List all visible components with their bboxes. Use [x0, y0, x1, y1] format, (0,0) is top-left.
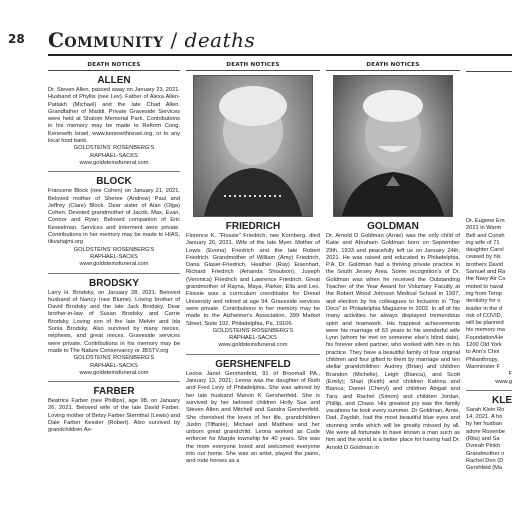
notice-body-friedrich: Florence K. "Flossie" Friedrich, nee Kornberg, died January 26, 2021. Wife of the late Myer. Mother of Lewis (Evona) Friedrich and the late Robert Friedrich. Grandmother of William (Amy) Friedrich, Dana Glaser-Friedrich, Heather (Ray) Eisenhart, Richard Friedrich (Amanda Shoulson), Joseph (Veronica) Friedrich and Lawrence Friedrich. Great grandmother of Rayna, Maya, Parker, Ella and Leo. Flossie was a curriculum coordinator for Drexel University and retired at age 94. Graveside services were private. Contributions in her memory may be made to the Alzheimer's Association, 399 Market Street, Suite 102, Philadelphia, Pa. 19106.	[186, 233, 320, 327]
funeral-home: RAPHAEL-SACKS	[90, 253, 138, 260]
column-header-cut	[466, 62, 512, 72]
notice-name-block: BLOCK	[96, 176, 132, 188]
funeral-home-url[interactable]: www.goldsteinsfuneral.com	[79, 369, 149, 376]
notice-name-klein: KLE	[492, 394, 512, 406]
funeral-home-url[interactable]: www.goldsteinsfuneral.com	[79, 261, 149, 268]
notice-name-friedrich: FRIEDRICH	[225, 221, 281, 232]
notice-body-goldman: Dr. Arnold D Goldman (Arnie) was the only child of Katie and Abraham Goldman born on September 29th, 1933 and peacefully left us on January 24th, 2021. He was raised and educated in Philadelphia, P.A. Dr. Goldman had a thriving private practice in the South Jersey Area. Some recognition's of Dr. Goldman was when he received the Outstanding Teacher of the Year Award for Voluntary Faculty at the Robert Wood Johnson Medical School in 1997, and election by his colleagues to Inclusion in "Top Docs" in Philadelphia Magazine in 2002. In all of his many activities he always displayed tremendous spirit and teamwork. His happiest achievements were his marriage of 63 years to his wonderful wife Lynn (whom he met on someone else's blind date), his forever silent partner, who worked with him in his practice. They have a beautiful family of four original children and four gifted to them by marriage and ten stellar grandchildren: Audrey (Brian) and children Brandon (Michelle), Leigh (Bianca), and Scott (Emily); Shari (Keith) and children Katrina and Bianca; Daniel (Cheryl) and children Abigail and Tara; and Rachel (Simon) and children Jordan, Phillip, and Chase. His greatest joy was the family vacations he took every summer. Dr Goldman, Arnie, Dad, Zaydah, had the most beautiful blue eyes and stunning smile which will be greatly missed by all. We were all fortunate to have known a man such as him and the world is a better place for having had Dr. Arnold D Goldman in	[326, 233, 460, 451]
funeral-home-url[interactable]: www.goldsteinsfuneral.com	[79, 159, 149, 166]
funeral-home-url-partial[interactable]: www.g	[495, 378, 512, 385]
section-subtitle: deaths	[184, 28, 256, 52]
portrait-illustration	[194, 76, 312, 216]
section-header: Community / deaths	[48, 28, 256, 52]
funeral-home: GOLDSTEINS' ROSENBERG'S	[212, 327, 294, 334]
funeral-home: RAPHAEL-SACKS	[90, 362, 138, 369]
column-4	[466, 62, 512, 512]
header-rule	[48, 54, 512, 56]
divider	[186, 354, 320, 355]
divider	[48, 273, 180, 274]
column-header: DEATH NOTICES	[48, 62, 180, 71]
notice-body-partial: Dr. Eugene Em 2021 in Warm Bell and Consh ing wife of 71 daughter Carol ceased by his brothers David Samuel and Ra the Navy Air Co moted to naval ing from Temp dentistry for o leader in the d risk of COVID, will be planned his memory ma Foundation/He 1200 Old York to Ann's Choi Philanthropy, Warminster F	[466, 218, 506, 370]
divider	[48, 171, 180, 172]
divider	[48, 381, 180, 382]
notice-body-gershenfeld: Leona Janet Gershenfeld, 91 of Broomall PA., January 13, 2021; Leona was the daughter of Ruth and Fred Levy of Philadelphia. She was adored by her late husband Marvin K Gershenfeld. She is survived by her beloved children Holly Sue and Steven Alten and Mitchell and Sandra Gershenfeld. She cherished the loves of her life, grandchildren Justin (Tiffanie), Michael and Matthew and her unborn great grandchild. Leona worked as Code enforcer for Marple township for 40 years. She was the mom everyone loved and welcomed everyone into our home. She was an artist, played the piano, and rode horses as a	[186, 370, 320, 465]
column-3	[326, 62, 460, 512]
funeral-home-url[interactable]: www.goldsteinsfuneral.com	[218, 342, 288, 349]
funeral-home: RAPHAEL-SACKS	[90, 152, 138, 159]
funeral-home: RAPHAEL-SACKS	[229, 335, 277, 342]
portrait-illustration	[334, 76, 452, 216]
column-header: DEATH NOTICES	[326, 62, 460, 71]
section-title: Community	[48, 28, 164, 52]
notice-body-brodsky: Larry H. Brodsky, on January 28, 2021. Beloved husband of Nancy (nee Blume). Loving brother of David Brodsky and the late Jack Brodsky. Dear brother-in-law of Susan Brodsky and Carrie Brodsky. Loving son of the late Melvin and Ida Sonia Brodsky. Also survived by many nieces, nephews, and great nieces. Graveside services were private. Contributions in his memory may be made to The Nature Conservancy or JBSTV.org	[48, 289, 180, 354]
funeral-home: GOLDSTEINS' ROSENBERG'S	[73, 355, 155, 362]
notice-name-brodsky: BRODSKY	[88, 277, 139, 289]
page-number: 28	[8, 32, 25, 46]
notice-name-farber: FARBER	[93, 386, 135, 398]
funeral-home: GOLDSTEINS' ROSENBERG'S	[73, 246, 155, 253]
notice-name-gershenfeld: GERSHENFELD	[215, 358, 291, 370]
column-1	[48, 62, 180, 512]
notice-body-klein: Sarah Klein Ro 14, 2021. A ho by her husban adore Rosenbe (Rita) and Sa Dvorah Pinkh Grandmother o Rachel Don (D Gershfeld (Ma	[466, 406, 505, 472]
notice-name-goldman: GOLDMAN	[367, 221, 419, 232]
notice-name-allen: ALLEN	[97, 75, 131, 86]
divider	[466, 390, 512, 391]
notice-body-farber: Beatrice Farber (nee Phillips), age 98, on January 26, 2021. Beloved wife of the late David Farber. Loving mother of Betsy Farber Sternthal (Lewis) and Dale Farber Kessler (Robert). Also survived by grandchildren An-	[48, 398, 180, 434]
notice-body-block: Francene Block (nee Cohen) on January 21, 2021. Beloved mother of Sheree (Andrew) Paul and Jeffrey (Clare) Block. Dear sister of Alan (Olga) Cohen; Devoted grandmother of Jacob, Max, Evan, Connor and Ryan; Beloved companion of Eric Kesselman. Services and interment were private. Contributions in her memory may be made to HIAS, tikvahajmi.org	[48, 188, 180, 246]
column-header: DEATH NOTICES	[186, 62, 320, 71]
funeral-home: GOLDSTEINS' ROSENBERG'S	[73, 145, 155, 152]
portrait-photo-friedrich	[193, 75, 313, 217]
funeral-home-partial: F	[508, 371, 512, 378]
notice-body-allen: Dr. Steven Allen, passed away on January 23, 2021. Husband of Phyllis (nee Lev). Father of Alexa Allen-Patlakh (Michael) and the late Chad Allen. Grandfather of Maddi. Private Graveside Services were held at Shalom Memorial Park. Contributions in his memory may be made to Reform Cong. Keneseth Israel, www.kenesethisrael.org, or to any local food bank.	[48, 87, 180, 145]
portrait-photo-goldman	[333, 75, 453, 217]
column-2	[186, 62, 320, 512]
